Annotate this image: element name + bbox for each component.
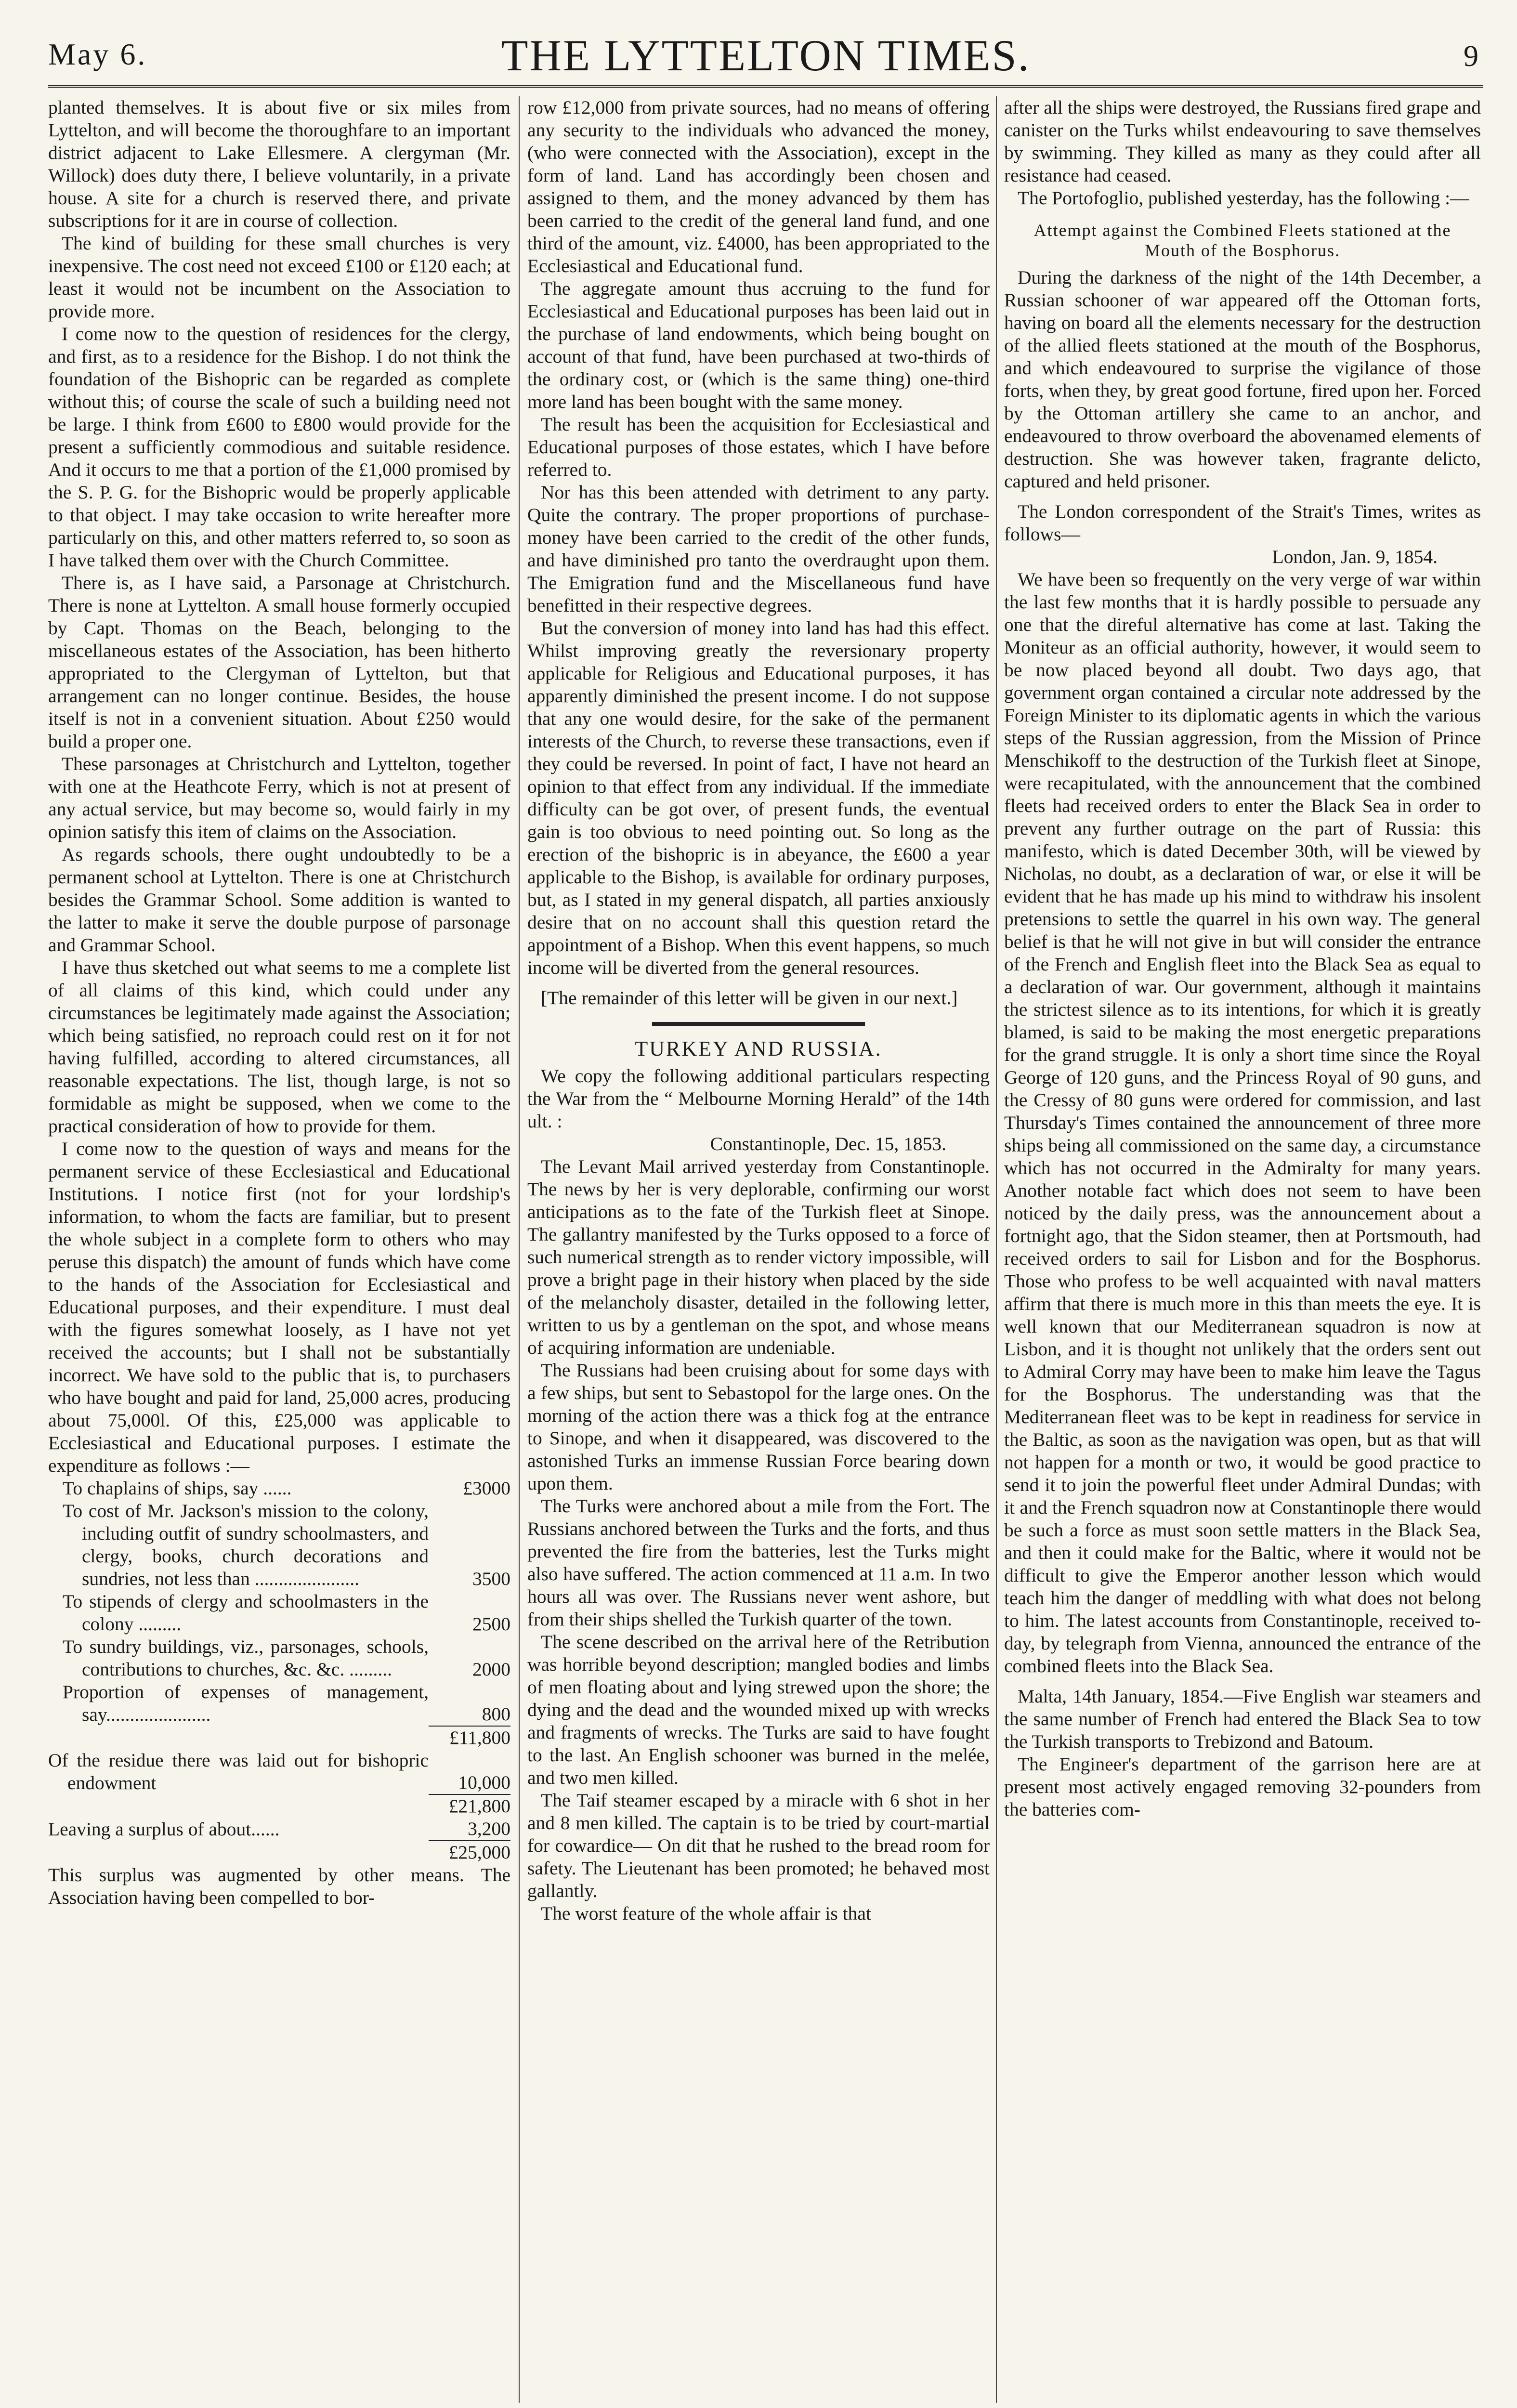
paragraph: I come now to the question of residences for the clergy, and first, as to a residence for the Bishop. I do not think the foundation of the Bishopric can be regarded as complete without this; of course the scale of such a building need not be large. I think from £600 to £800 would provide for the present a sufficiently commodious and suitable residence. And it occurs to me that a portion of the £1,000 promised by the S. P. G. for the Bishopric would be properly applicable to that object. I may take occasion to write hereafter more particularly on this, and other matters referred to, so soon as I have talked them over with the Church Committee. xyxy=(48,323,510,571)
dateline: London, Jan. 9, 1854. xyxy=(1272,546,1438,567)
subtotal-row xyxy=(48,1794,510,1818)
section-subhead: Attempt against the Combined Fleets stationed at the Mouth of the Bosphorus. xyxy=(1033,221,1452,260)
column-3 xyxy=(1004,96,1481,2403)
expense-item: Leaving a surplus of about...... xyxy=(48,1819,280,1840)
subtotal-amount: £21,800 xyxy=(429,1794,510,1818)
subtotal-row xyxy=(48,1726,510,1749)
expense-item: Proportion of expenses of management, say...................... xyxy=(63,1681,429,1725)
expense-amount: 3,200 xyxy=(468,1818,510,1839)
paragraph: The Levant Mail arrived yesterday from Constantinople. The news by her is very deplorable, confirming our worst anticipations as to the fate of the Turkish fleet at Sinope. The gallantry manifested by the Turks opposed to a force of such numerical strength as to render victory impossible, will prove a bright page in their history when placed by the side of the melancholy disaster, detailed in the following letter, written to us by a gentleman on the spot, and whose means of acquiring information are undeniable. xyxy=(527,1156,990,1358)
expense-amount: 10,000 xyxy=(458,1772,510,1793)
paragraph: The Russians had been cruising about for some days with a few ships, but sent to Sebastopol for the large ones. On the morning of the action there was a thick fog at the entrance to Sinope, and when it disappeared, was discovered to the astonished Turks an immense Russian Force bearing down upon them. xyxy=(527,1360,990,1494)
total-amount: £25,000 xyxy=(429,1841,510,1864)
total-row xyxy=(48,1841,510,1864)
table-row xyxy=(48,1681,510,1726)
expenditure-table xyxy=(48,1477,510,1864)
paragraph: We have been so frequently on the very verge of war within the last few months that it is hardly possible to persuade any one that the direful alternative has come at last. Taking the Moniteur as an official authority, however, it would seem to be now placed beyond all doubt. Two days ago, that government organ contained a circular note addressed by the Foreign Minister to its diplomatic agents in which the various steps of the Russian aggression, from the Mission of Prince Menschikoff to the destruction of the Turkish fleet at Sinope, were recapitulated, with the announcement that the combined fleets had received orders to enter the Black Sea in order to prevent any further outrage on the part of Russia: this manifesto, which is dated December 30th, will be viewed by Nicholas, no doubt, as a declaration of war, or else it will be evident that he has made up his mind to withdraw his insolent pretensions to settle the quarrel in his own way. The general belief is that he will not give in but will consider the entrance of the French and English fleet into the Black Sea as equal to a declaration of war. Our government, although it maintains the strictest silence as to its intentions, for which it is greatly blamed, is said to be making the most energetic preparations for the grand struggle. It is only a short time since the Royal George of 120 guns, and the Princess Royal of 90 guns, and the Cressy of 80 guns were ordered for commission, and last Thursday's Times contained the announcement of three more ships being all commissioned on the same day, a circumstance which has not occurred in the Admiralty for many years. Another notable fact which does not seem to have been noticed by the daily press, was the announcement about a fortnight ago, that the Sidon steamer, then at Portsmouth, had received orders to sail for Lisbon and for the Bosphorus. Those who profess to be well acquainted with naval matters affirm that there is much more in this than meets the eye. It is well known that our Mediterranean squadron is now at Lisbon, and it is thought not unlikely that the orders sent out to Admiral Corry may have been to make him leave the Tagus for the Bosphorus. The understanding was that the Mediterranean fleet was to be kept in readiness for service in the Baltic, as soon as the navigation was open, but as that will not happen for a month or two, it would be good practice to send it to join the powerful fleet under Admiral Dundas; with it and the French squadron now at Constantinople there would be such a force as must soon settle matters in the Black Sea, and then it could make for the Baltic, where it would not be difficult to give the Emperor another lesson which would teach him the danger of meddling with what does not belong to him. The latest accounts from Constantinople, received to-day, by telegraph from Vienna, announced the entrance of the combined fleets into the Black Sea. xyxy=(1004,569,1481,1676)
paragraph: The kind of building for these small churches is very inexpensive. The cost need not exceed £100 or £120 each; at least it would not be incumbent on the Association to provide more. xyxy=(48,233,510,322)
paragraph: The Taif steamer escaped by a miracle with 6 shot in her and 8 men killed. The captain is to be tried by court-martial for cowardice— On dit that he rushed to the bread room for safety. The Lieutenant has been promoted; he behaved most gallantly. xyxy=(527,1790,990,1901)
paragraph: I come now to the question of ways and means for the permanent service of these Ecclesiastical and Educational Institutions. I notice first (not for your lordship's information, to whom the facts are familiar, but to present the whole subject in a complete form to others who may peruse this dispatch) the amount of funds which have come to the hands of the Association for Ecclesiastical and Educational purposes, and their expenditure. I must deal with the figures somewhat loosely, as I have not yet received the accounts; but I shall not be substantially incorrect. We have sold to the public that is, to purchasers who have bought and paid for land, 25,000 acres, producing about 75,000l. Of this, £25,000 was applicable to Ecclesiastical and Educational purposes. I estimate the expenditure as follows :— xyxy=(48,1138,510,1476)
expense-item: Of the residue there was laid out for bishopric endowment xyxy=(48,1750,429,1793)
paragraph: These parsonages at Christchurch and Lyttelton, together with one at the Heathcote Ferry, which is not at present of any actual service, but may become so, would fairly in my opinion satisfy this item of claims on the Association. xyxy=(48,753,510,842)
newspaper-title: THE LYTTELTON TIMES. xyxy=(501,31,1031,80)
paragraph: Malta, 14th January, 1854.—Five English war steamers and the same number of French had entered the Black Sea to tow the Turkish transports to Trebizond and Batoum. xyxy=(1004,1686,1481,1752)
paragraph: row £12,000 from private sources, had no means of offering any security to the individuals who advanced the money, (who were connected with the Association), except in the form of land. Land has accordingly been chosen and assigned to them, and the money advanced by them has been carried to the credit of the general land fund, and one third of the amount, viz. £4000, has been appropriated to the Ecclesiastical and Educational fund. xyxy=(527,97,990,276)
article-intro: We copy the following additional particulars respecting the War from the “ Melbourne Morning Herald” of the 14th ult. : xyxy=(527,1065,990,1132)
expense-item: To sundry buildings, viz., parsonages, schools, contributions to churches, &c. &c. ......... xyxy=(63,1636,429,1680)
paragraph: As regards schools, there ought undoubtedly to be a permanent school at Lyttelton. There is one at Christchurch besides the Grammar School. Some addition is wanted to the latter to make it serve the double purpose of parsonage and Grammar School. xyxy=(48,844,510,955)
paragraph: Nor has this been attended with detriment to any party. Quite the contrary. The proper proportions of purchase-money have been carried to the credit of the other funds, and have diminished pro tanto the overdraught upon them. The Emigration fund and the Miscellaneous fund have benefitted in their respective degrees. xyxy=(527,482,990,616)
column-divider xyxy=(519,96,520,2403)
subtotal-amount: £11,800 xyxy=(429,1726,510,1749)
table-row xyxy=(48,1749,510,1794)
paragraph: planted themselves. It is about five or six miles from Lyttelton, and will become the thoroughfare to an important district adjacent to Lake Ellesmere. A clergyman (Mr. Willock) does duty there, I believe voluntarily, in a private house. A site for a church is reserved there, and private subscriptions for it are in course of collection. xyxy=(48,97,510,231)
page-number: 9 xyxy=(1464,40,1478,73)
continuation-note: [The remainder of this letter will be given in our next.] xyxy=(541,987,958,1008)
issue-date: May 6. xyxy=(48,37,147,71)
expense-item: To stipends of clergy and schoolmasters in the colony ......... xyxy=(63,1591,429,1635)
column-2 xyxy=(527,96,990,2403)
paragraph: The Turks were anchored about a mile from the Fort. The Russians anchored between the Turks and the forts, and thus prevented the fire from the batteries, lest the Turks might also have suffered. The action commenced at 11 a.m. In two hours all was over. The Russians never went ashore, but from their ships shelled the Turkish quarter of the town. xyxy=(527,1495,990,1630)
expense-amount: 800 xyxy=(482,1703,510,1725)
paragraph: This surplus was augmented by other means. The Association having been compelled to bor- xyxy=(48,1864,510,1908)
expense-item: To cost of Mr. Jackson's mission to the colony, including outfit of sundry schoolmasters, and clergy, books, church decorations and sundries, not less than ...................... xyxy=(63,1500,429,1589)
expense-amount: 2000 xyxy=(472,1659,510,1680)
table-row xyxy=(48,1500,510,1590)
paragraph: During the darkness of the night of the 14th December, a Russian schooner of war appeared off the Ottoman forts, having on board all the elements necessary for the destruction of the allied fleets stationed at the mouth of the Bosphorus, and which endeavoured to surprise the vigilance of those forts, when they, by great good fortune, fired upon her. Forced by the Ottoman artillery she came to an anchor, and endeavoured to throw overboard the abovenamed elements of destruction. She was however taken, fragrante delicto, captured and held prisoner. xyxy=(1004,267,1481,492)
paragraph: The worst feature of the whole affair is that xyxy=(541,1903,871,1924)
paragraph: The aggregate amount thus accruing to the fund for Ecclesiastical and Educational purposes has been laid out in the purchase of land endowments, which being bought on account of that fund, have been purchased at two-thirds of the ordinary cost, or (which is the same thing) one-third more land has been bought with the same money. xyxy=(527,278,990,412)
expense-amount: 3500 xyxy=(472,1568,510,1589)
paragraph: The Engineer's department of the garrison here are at present most actively engaged removing 32-pounders from the batteries com- xyxy=(1004,1754,1481,1820)
paragraph: The result has been the acquisition for Ecclesiastical and Educational purposes of those estates, which I have before referred to. xyxy=(527,414,990,480)
expense-item: To chaplains of ships, say ...... xyxy=(63,1478,292,1499)
dateline: Constantinople, Dec. 15, 1853. xyxy=(710,1133,946,1154)
expense-amount: £3000 xyxy=(463,1478,510,1499)
column-1 xyxy=(48,96,510,2403)
paragraph: The Portofoglio, published yesterday, has the following :— xyxy=(1018,187,1469,209)
paragraph: I have thus sketched out what seems to me a complete list of all claims of this kind, which could under any circumstances be legitimately made against the Association; which being satisfied, no reproach could rest on it for not having fulfilled, according to altered circumstances, all reasonable expectations. The list, though large, is not so formidable as might be supposed, when we come to the practical consideration of how to provide for them. xyxy=(48,957,510,1137)
expense-amount: 2500 xyxy=(472,1613,510,1635)
masthead xyxy=(48,30,1483,88)
table-row xyxy=(48,1818,510,1841)
paragraph: after all the ships were destroyed, the Russians fired grape and canister on the Turks whilst endeavouring to save themselves by swimming. They killed as many as they could after all resistance had ceased. xyxy=(1004,97,1481,186)
paragraph: But the conversion of money into land has had this effect. Whilst improving greatly the reversionary property applicable for Religious and Educational purposes, it has apparently diminished the present income. I do not suppose that any one would desire, for the sake of the permanent interests of the Church, to reverse these transactions, even if they could be reversed. In point of fact, I have not heard an opinion to that effect from any individual. If the immediate difficulty can be got over, of present funds, the eventual gain is too obvious to need pointing out. So long as the erection of the bishopric is in abeyance, the £600 a year applicable to the Bishop, is available for ordinary purposes, but, as I stated in my general dispatch, all parties anxiously desire that on no account shall this question retard the appointment of a Bishop. When this event happens, so much income will be diverted from the general resources. xyxy=(527,617,990,978)
table-row xyxy=(48,1590,510,1636)
article-title: TURKEY AND RUSSIA. xyxy=(635,1037,882,1060)
masthead-rule xyxy=(48,85,1483,88)
paragraph: The scene described on the arrival here of the Retribution was horrible beyond description; mangled bodies and limbs of men floating about and lying strewed upon the shore; the dying and the dead and the wounded mixed up with wrecks and fragments of wrecks. The Turks are said to have fought to the last. An English schooner was burned in the melée, and two men killed. xyxy=(527,1631,990,1788)
paragraph: There is, as I have said, a Parsonage at Christchurch. There is none at Lyttelton. A small house formerly occupied by Capt. Thomas on the Beach, belonging to the miscellaneous estates of the Association, has been hitherto appropriated to the Clergyman of Lyttelton, but that arrangement can no longer continue. Besides, the house itself is not in a convenient situation. About £250 would build a proper one. xyxy=(48,572,510,752)
column-divider xyxy=(996,96,997,2403)
table-row xyxy=(48,1477,510,1500)
paragraph: The London correspondent of the Strait's Times, writes as follows— xyxy=(1004,501,1481,545)
table-row xyxy=(48,1636,510,1681)
article-separator xyxy=(652,1022,865,1026)
